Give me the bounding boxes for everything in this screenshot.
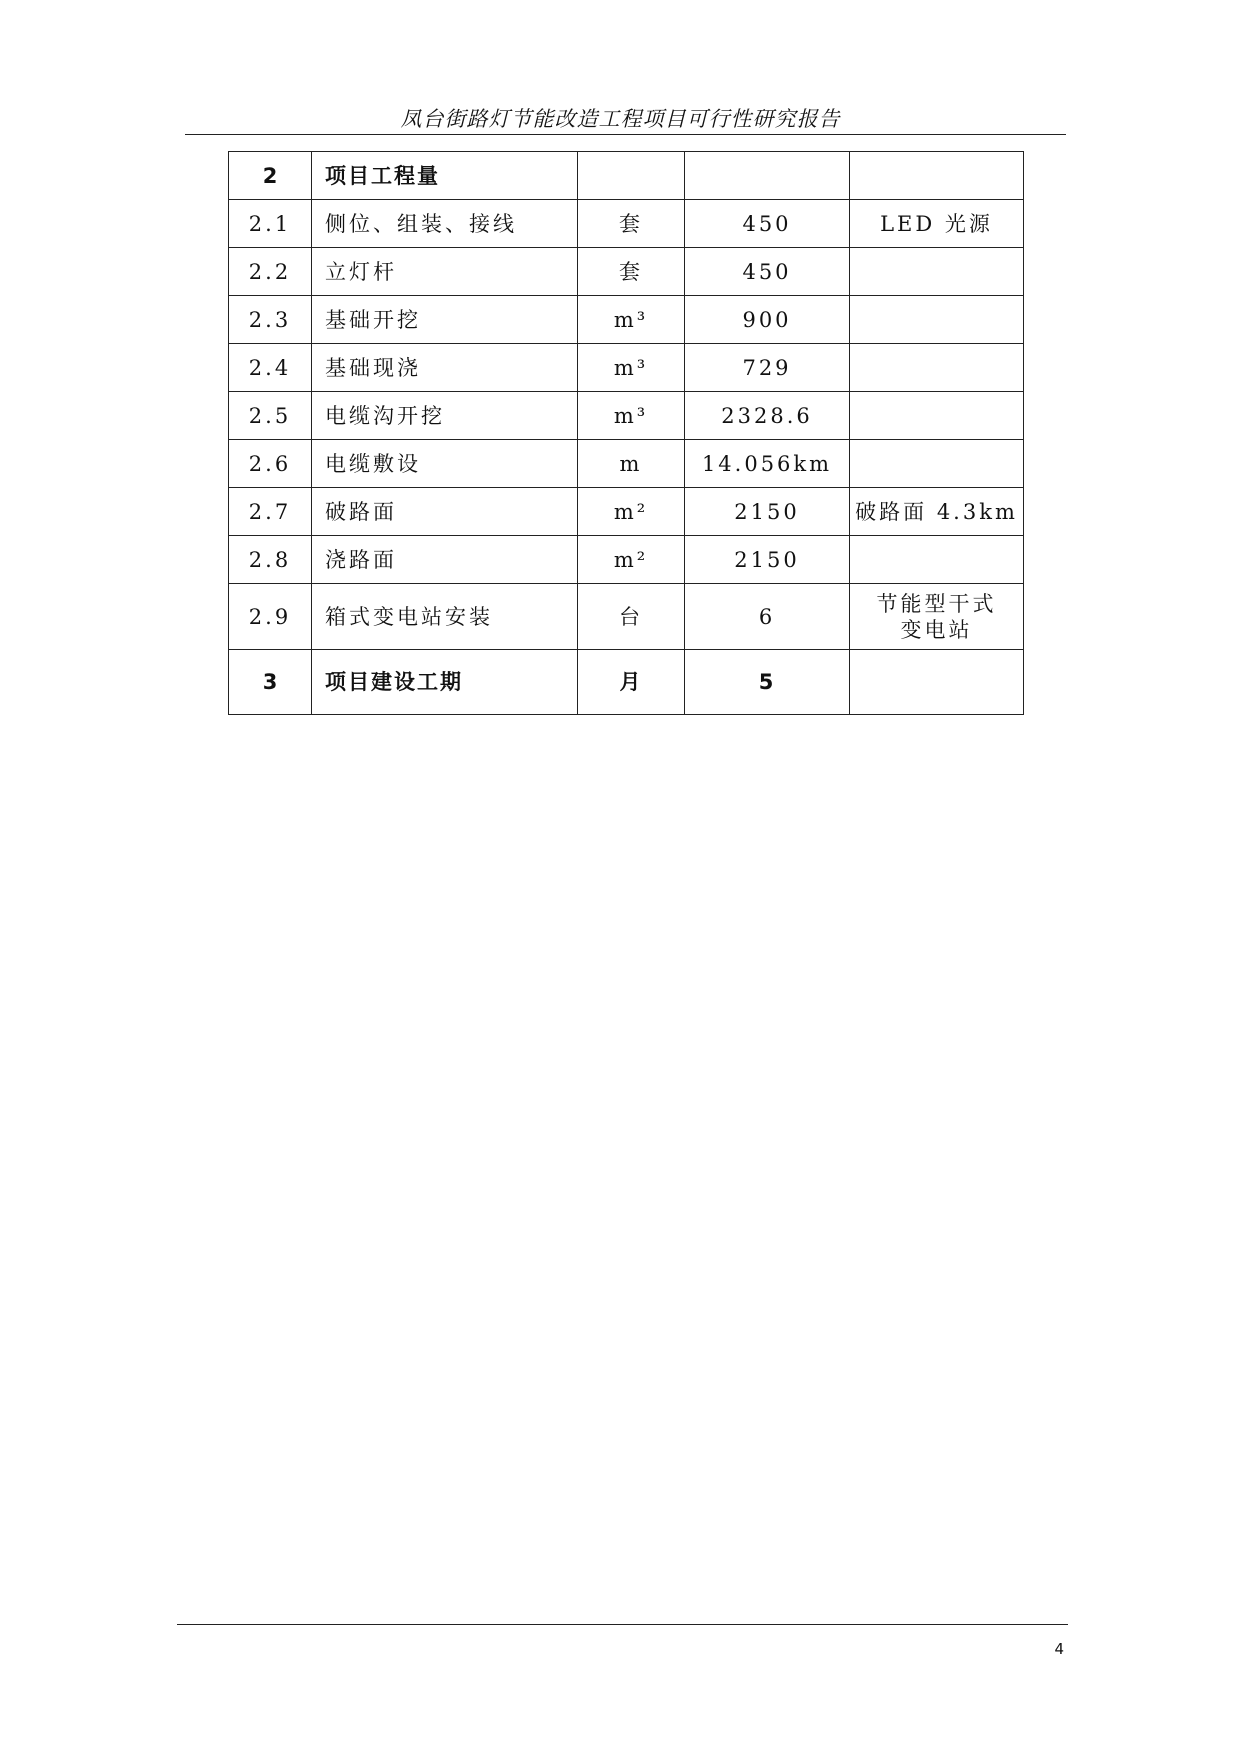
quantity-cell: 6 bbox=[685, 584, 850, 650]
quantity-cell: 14.056km bbox=[685, 440, 850, 488]
item-number-cell: 2.7 bbox=[229, 488, 312, 536]
item-number-cell: 2.3 bbox=[229, 296, 312, 344]
item-number-cell: 2.8 bbox=[229, 536, 312, 584]
unit-cell: m³ bbox=[578, 392, 685, 440]
unit-cell: m³ bbox=[578, 344, 685, 392]
table-row bbox=[229, 200, 1024, 248]
unit-cell: 套 bbox=[578, 200, 685, 248]
item-number-cell: 2.2 bbox=[229, 248, 312, 296]
unit-cell: 月 bbox=[578, 650, 685, 715]
remark-cell bbox=[850, 440, 1024, 488]
item-number-cell: 2.9 bbox=[229, 584, 312, 650]
header-divider bbox=[185, 134, 1066, 135]
remark-cell: LED 光源 bbox=[850, 200, 1024, 248]
table-row bbox=[229, 392, 1024, 440]
unit-cell: 台 bbox=[578, 584, 685, 650]
remark-cell bbox=[850, 344, 1024, 392]
item-number-cell: 2.4 bbox=[229, 344, 312, 392]
item-name-cell: 浇路面 bbox=[312, 536, 578, 584]
remark-cell bbox=[850, 536, 1024, 584]
quantity-cell: 450 bbox=[685, 248, 850, 296]
item-name-cell: 破路面 bbox=[312, 488, 578, 536]
page-number: 4 bbox=[1054, 1640, 1064, 1658]
quantity-cell: 450 bbox=[685, 200, 850, 248]
report-header-title: 凤台街路灯节能改造工程项目可行性研究报告 bbox=[400, 107, 841, 131]
item-number-cell: 2.5 bbox=[229, 392, 312, 440]
table-row bbox=[229, 650, 1024, 715]
table-row bbox=[229, 248, 1024, 296]
remark-cell: 破路面 4.3km bbox=[850, 488, 1024, 536]
quantity-cell: 2150 bbox=[685, 536, 850, 584]
remark-cell: 节能型干式 变电站 bbox=[850, 584, 1024, 650]
remark-cell bbox=[850, 152, 1024, 200]
item-name-cell: 项目建设工期 bbox=[312, 650, 578, 715]
remark-cell bbox=[850, 650, 1024, 715]
table-row bbox=[229, 344, 1024, 392]
remark-cell bbox=[850, 248, 1024, 296]
footer-divider bbox=[177, 1624, 1068, 1625]
item-name-cell: 基础开挖 bbox=[312, 296, 578, 344]
quantity-cell bbox=[685, 152, 850, 200]
table-row bbox=[229, 152, 1024, 200]
unit-cell: m³ bbox=[578, 296, 685, 344]
quantity-cell: 5 bbox=[685, 650, 850, 715]
item-name-cell: 箱式变电站安装 bbox=[312, 584, 578, 650]
item-name-cell: 电缆敷设 bbox=[312, 440, 578, 488]
quantity-cell: 729 bbox=[685, 344, 850, 392]
unit-cell: 套 bbox=[578, 248, 685, 296]
item-name-cell: 立灯杆 bbox=[312, 248, 578, 296]
project-quantities-table bbox=[228, 151, 1024, 715]
quantity-cell: 2150 bbox=[685, 488, 850, 536]
table-row bbox=[229, 296, 1024, 344]
item-name-cell: 基础现浇 bbox=[312, 344, 578, 392]
item-number-cell: 3 bbox=[229, 650, 312, 715]
table-row bbox=[229, 584, 1024, 650]
unit-cell: m² bbox=[578, 536, 685, 584]
remark-cell bbox=[850, 392, 1024, 440]
quantity-cell: 900 bbox=[685, 296, 850, 344]
table-row bbox=[229, 488, 1024, 536]
quantity-cell: 2328.6 bbox=[685, 392, 850, 440]
unit-cell: m bbox=[578, 440, 685, 488]
item-number-cell: 2.1 bbox=[229, 200, 312, 248]
item-name-cell: 电缆沟开挖 bbox=[312, 392, 578, 440]
unit-cell: m² bbox=[578, 488, 685, 536]
item-number-cell: 2.6 bbox=[229, 440, 312, 488]
remark-cell bbox=[850, 296, 1024, 344]
item-number-cell: 2 bbox=[229, 152, 312, 200]
unit-cell bbox=[578, 152, 685, 200]
item-name-cell: 项目工程量 bbox=[312, 152, 578, 200]
table-body bbox=[229, 152, 1024, 715]
table-row bbox=[229, 440, 1024, 488]
item-name-cell: 侧位、组装、接线 bbox=[312, 200, 578, 248]
table-row bbox=[229, 536, 1024, 584]
